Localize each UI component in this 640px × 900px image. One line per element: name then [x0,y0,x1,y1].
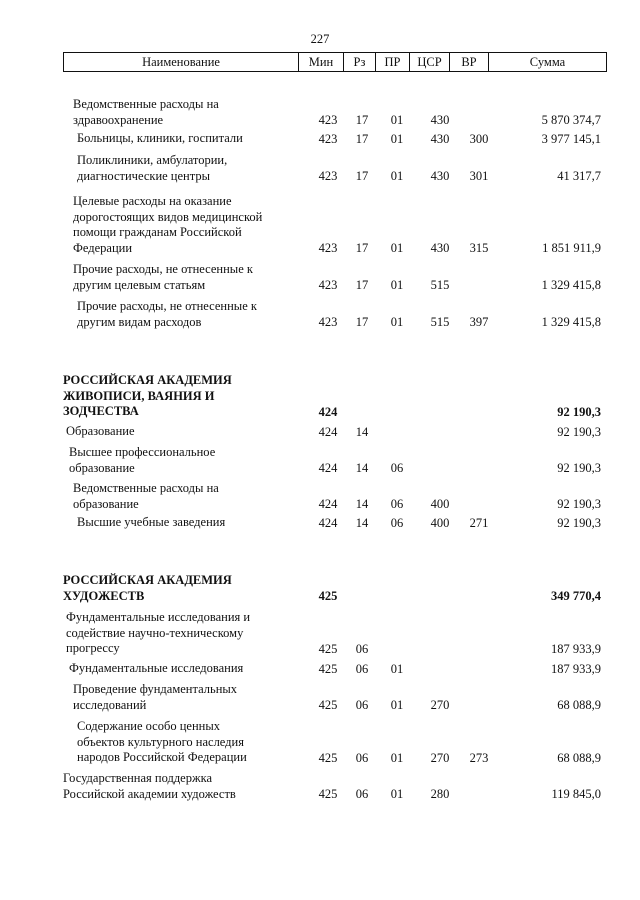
row-pr: 01 [390,786,404,801]
row-rz: 17 [355,112,369,127]
org-section-row [0,373,640,420]
row-pr: 01 [390,697,404,712]
table-row [0,153,640,184]
row-name: Фундаментальные исследования [69,661,244,675]
row-min: 425 [318,750,338,765]
row-min: 424 [318,515,338,530]
row-sum: 119 845,0 [551,786,601,801]
row-min: 424 [318,460,338,475]
row-name: Высшие учебные заведения [77,515,226,529]
table-row [0,445,640,476]
table-row [0,299,640,330]
header-pr: ПР [376,53,410,71]
row-pr: 01 [390,240,404,255]
row-vr: 273 [469,750,489,765]
row-csr: 515 [430,277,450,292]
row-sum: 92 190,3 [557,515,601,530]
row-name: Прочие расходы, не отнесенные к другим целевым статьям [73,262,253,292]
header-vr: ВР [450,53,489,71]
row-name: Ведомственные расходы на здравоохранение [73,97,219,127]
row-pr: 01 [390,750,404,765]
row-rz: 14 [355,424,369,439]
table-row [0,610,640,657]
row-name: Целевые расходы на оказание дорогостоящих видов медицинской помощи гражданам Российской Федерации [73,194,263,255]
row-min: 423 [318,112,338,127]
row-sum: 1 851 911,9 [542,240,601,255]
row-rz: 17 [355,168,369,183]
row-vr: 301 [469,168,489,183]
row-sum: 187 933,9 [551,661,601,676]
row-min: 424 [318,496,338,511]
row-min: 425 [318,641,338,656]
row-name: Фундаментальные исследования и содействие научно-техническому прогрессу [66,610,251,655]
row-sum: 68 088,9 [557,750,601,765]
row-pr: 06 [390,460,404,475]
row-rz: 14 [355,460,369,475]
row-rz: 14 [355,496,369,511]
row-csr: 430 [430,168,450,183]
row-sum: 3 977 145,1 [541,131,601,146]
row-sum: 187 933,9 [551,641,601,656]
row-pr: 06 [390,515,404,530]
row-name: Прочие расходы, не отнесенные к другим видам расходов [77,299,257,329]
org-name: РОССИЙСКАЯ АКАДЕМИЯ ЖИВОПИСИ, ВАЯНИЯ И ЗОДЧЕСТВА [63,373,232,418]
row-min: 423 [318,240,338,255]
row-min: 425 [318,786,338,801]
row-csr: 400 [430,496,450,511]
org-section-row [0,573,640,604]
row-csr: 430 [430,112,450,127]
row-pr: 01 [390,168,404,183]
row-min: 423 [318,314,338,329]
row-name: Содержание особо ценных объектов культурного наследия народов Российской Федерации [77,719,247,764]
row-sum: 41 317,7 [557,168,601,183]
row-rz: 14 [355,515,369,530]
org-name: РОССИЙСКАЯ АКАДЕМИЯ ХУДОЖЕСТВ [63,573,232,603]
row-vr: 397 [469,314,489,329]
row-sum: 92 190,3 [557,424,601,439]
row-csr: 270 [430,750,450,765]
table-row [0,424,640,440]
row-rz: 06 [355,697,369,712]
row-vr: 315 [469,240,489,255]
row-csr: 515 [430,314,450,329]
row-sum: 68 088,9 [557,697,601,712]
row-pr: 01 [390,131,404,146]
row-name: Больницы, клиники, госпитали [77,131,243,145]
table-row [0,194,640,256]
row-name: Проведение фундаментальных исследований [73,682,238,712]
table-row [0,515,640,531]
row-name: Поликлиники, амбулатории, диагностические центры [77,153,228,183]
row-csr: 400 [430,515,450,530]
row-sum: 92 190,3 [557,404,601,419]
row-pr: 01 [390,112,404,127]
row-rz: 17 [355,277,369,292]
row-sum: 92 190,3 [557,496,601,511]
row-name: Ведомственные расходы на образование [73,481,219,511]
row-rz: 17 [355,240,369,255]
table-row [0,682,640,713]
header-csr: ЦСР [410,53,450,71]
row-sum: 1 329 415,8 [541,314,601,329]
header-name: Наименование [64,53,299,71]
row-csr: 270 [430,697,450,712]
row-rz: 06 [355,750,369,765]
row-rz: 06 [355,661,369,676]
row-min: 425 [318,588,338,603]
row-sum: 349 770,4 [551,588,601,603]
table-row [0,771,640,802]
row-vr: 271 [469,515,489,530]
row-sum: 92 190,3 [557,460,601,475]
row-min: 423 [318,131,338,146]
row-sum: 5 870 374,7 [541,112,601,127]
header-sum: Сумма [529,54,566,69]
row-name: Государственная поддержка Российской академии художеств [63,771,236,801]
header-min: Мин [299,53,344,71]
row-csr: 430 [430,240,450,255]
page-number: 227 [310,32,330,46]
table-row [0,262,640,293]
row-pr: 01 [390,277,404,292]
row-name: Образование [66,424,135,438]
table-row [0,661,640,677]
table-row [0,719,640,766]
row-pr: 01 [390,661,404,676]
row-min: 425 [318,697,338,712]
row-min: 423 [318,277,338,292]
row-pr: 01 [390,314,404,329]
row-rz: 06 [355,786,369,801]
table-row [0,131,640,147]
row-rz: 17 [355,131,369,146]
row-pr: 06 [390,496,404,511]
row-min: 423 [318,168,338,183]
row-rz: 17 [355,314,369,329]
row-csr: 430 [430,131,450,146]
table-row [0,97,640,128]
header-rz: Рз [344,53,376,71]
row-min: 425 [318,661,338,676]
row-name: Высшее профессиональное образование [69,445,216,475]
row-min: 424 [318,404,338,419]
row-vr: 300 [469,131,489,146]
row-sum: 1 329 415,8 [541,277,601,292]
row-rz: 06 [355,641,369,656]
row-csr: 280 [430,786,450,801]
table-row [0,481,640,512]
row-min: 424 [318,424,338,439]
